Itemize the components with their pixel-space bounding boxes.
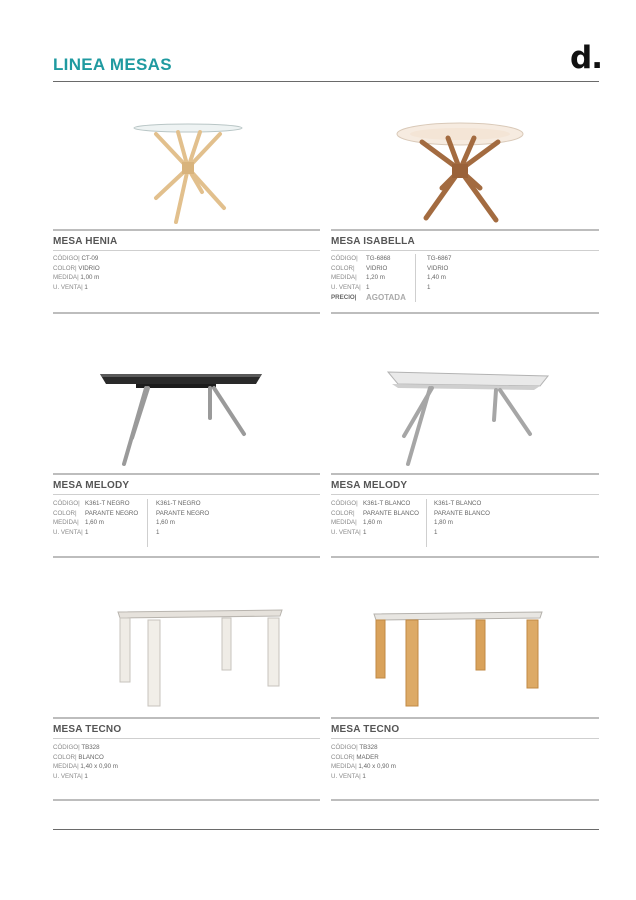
- melody-blanco-name-rule: [331, 494, 599, 495]
- spec-value: VIDRIO: [366, 264, 388, 272]
- henia-name-rule: [53, 250, 320, 251]
- spec-value: 1: [84, 284, 88, 292]
- spec-value: PARANTE BLANCO: [363, 509, 419, 517]
- spec-label: COLOR|: [331, 264, 355, 272]
- spec-row: [53, 743, 118, 753]
- spec-label: COLOR|: [53, 753, 77, 761]
- spec-value: K361-T NEGRO: [85, 500, 130, 507]
- spec-value: 1: [85, 529, 89, 537]
- spec-row: [53, 264, 100, 274]
- isabella-labels: [331, 254, 361, 302]
- spec-label: MEDIDA|: [53, 274, 79, 282]
- spec-label: CÓDIGO|: [331, 500, 358, 507]
- spec-value: TB328: [359, 744, 378, 751]
- tecno-mader-name-rule: [331, 738, 599, 739]
- melody-negro-column-divider: [147, 499, 148, 547]
- spec-label: U. VENTA|: [331, 284, 361, 292]
- mesa-henia-specs: [53, 254, 100, 293]
- melody-negro-labels: [53, 499, 83, 538]
- mesa-tecno-mader-image: [372, 608, 544, 710]
- spec-label: U. VENTA|: [331, 529, 361, 537]
- spec-value: 1,80 m: [434, 519, 453, 527]
- melody-negro-col1: [85, 499, 138, 538]
- isabella-col2: [427, 254, 451, 293]
- spec-value: K361-T NEGRO: [156, 500, 201, 507]
- spec-value: 1,40 x 0,90 m: [80, 763, 118, 771]
- melody-blanco-labels: [331, 499, 361, 538]
- melody-negro-top-rule: [53, 473, 320, 475]
- melody-blanco-column-divider: [426, 499, 427, 547]
- tecno-blanco-name-rule: [53, 738, 320, 739]
- spec-label: CÓDIGO|: [331, 744, 358, 751]
- mesa-melody-blanco-name: MESA MELODY: [331, 480, 408, 491]
- spec-value: 1: [362, 773, 366, 781]
- spec-label-precio: PRECIO|: [331, 293, 357, 301]
- spec-value: VIDRIO: [78, 264, 100, 272]
- spec-label: U. VENTA|: [331, 773, 361, 781]
- spec-value: TG-6868: [366, 255, 391, 262]
- spec-row: [331, 772, 396, 782]
- spec-label: MEDIDA|: [331, 519, 357, 527]
- mesa-melody-negro-name: MESA MELODY: [53, 480, 130, 491]
- spec-value: 1: [363, 529, 367, 537]
- spec-label: MEDIDA|: [53, 519, 79, 527]
- spec-label: CÓDIGO|: [53, 500, 80, 507]
- spec-label: COLOR|: [53, 509, 77, 517]
- spec-row: [53, 753, 118, 763]
- mesa-tecno-blanco-image: [114, 606, 284, 710]
- spec-label: U. VENTA|: [53, 773, 83, 781]
- spec-value: 1: [156, 529, 160, 537]
- mesa-tecno-blanco-specs: [53, 743, 118, 782]
- spec-value: BLANCO: [78, 753, 104, 761]
- henia-top-rule: [53, 229, 320, 231]
- spec-value: 1: [434, 529, 438, 537]
- mesa-henia-name: MESA HENIA: [53, 236, 118, 247]
- isabella-column-divider: [415, 254, 416, 302]
- henia-bottom-rule: [53, 312, 320, 314]
- spec-value: MADER: [356, 753, 379, 761]
- spec-value: K361-T BLANCO: [434, 500, 482, 507]
- spec-value: VIDRIO: [427, 264, 449, 272]
- spec-row: [53, 762, 118, 772]
- melody-negro-bottom-rule: [53, 556, 320, 558]
- spec-label: COLOR|: [53, 264, 77, 272]
- spec-value: TB328: [81, 744, 100, 751]
- page-title: LINEA MESAS: [53, 55, 172, 74]
- spec-value: PARANTE NEGRO: [85, 509, 139, 517]
- mesa-isabella-name: MESA ISABELLA: [331, 236, 415, 247]
- spec-value: PARANTE BLANCO: [434, 509, 490, 517]
- spec-row: [331, 762, 396, 772]
- header-divider: [53, 81, 599, 82]
- melody-blanco-col1: [363, 499, 419, 538]
- tecno-blanco-bottom-rule: [53, 799, 320, 801]
- spec-value: 1: [84, 773, 88, 781]
- spec-value: PARANTE NEGRO: [156, 509, 210, 517]
- spec-label: COLOR|: [331, 753, 355, 761]
- spec-label: CÓDIGO|: [331, 255, 358, 262]
- spec-value: 1,40 m: [427, 274, 446, 282]
- spec-row: [53, 283, 100, 293]
- spec-row: [53, 254, 100, 264]
- mesa-tecno-mader-specs: [331, 743, 396, 782]
- spec-value: 1: [366, 284, 370, 292]
- spec-value: K361-T BLANCO: [363, 500, 411, 507]
- spec-row: [331, 753, 396, 763]
- agotada-label: AGOTADA: [366, 292, 406, 302]
- spec-value: CT-09: [81, 255, 99, 262]
- brand-logo: d.: [570, 40, 602, 76]
- isabella-bottom-rule: [331, 312, 599, 314]
- mesa-tecno-mader-name: MESA TECNO: [331, 724, 400, 735]
- spec-label: MEDIDA|: [53, 763, 79, 771]
- isabella-col1: [366, 254, 406, 302]
- footer-divider: [53, 829, 599, 830]
- isabella-name-rule: [331, 250, 599, 251]
- spec-value: 1: [427, 284, 431, 292]
- spec-label: CÓDIGO|: [53, 255, 80, 262]
- spec-row: [53, 772, 118, 782]
- spec-value: TG-6867: [427, 255, 452, 262]
- spec-row: [53, 273, 100, 283]
- spec-label: MEDIDA|: [331, 763, 357, 771]
- mesa-tecno-blanco-name: MESA TECNO: [53, 724, 122, 735]
- melody-blanco-bottom-rule: [331, 556, 599, 558]
- tecno-blanco-top-rule: [53, 717, 320, 719]
- melody-negro-name-rule: [53, 494, 320, 495]
- isabella-top-rule: [331, 229, 599, 231]
- mesa-isabella-image: [392, 118, 528, 228]
- melody-blanco-top-rule: [331, 473, 599, 475]
- spec-value: 1,20 m: [366, 274, 385, 282]
- tecno-mader-top-rule: [331, 717, 599, 719]
- mesa-henia-image: [128, 118, 248, 228]
- spec-label: CÓDIGO|: [53, 744, 80, 751]
- spec-value: 1,00 m: [80, 274, 100, 282]
- spec-label: U. VENTA|: [53, 284, 83, 292]
- spec-value: 1,40 x 0,90 m: [358, 763, 396, 771]
- spec-value: 1,60 m: [363, 519, 382, 527]
- mesa-melody-negro-image: [96, 362, 266, 470]
- tecno-mader-bottom-rule: [331, 799, 599, 801]
- spec-value: 1,60 m: [85, 519, 104, 527]
- mesa-melody-blanco-image: [384, 362, 552, 470]
- spec-label: MEDIDA|: [331, 274, 357, 282]
- spec-label: COLOR|: [331, 509, 355, 517]
- spec-value: 1,60 m: [156, 519, 175, 527]
- melody-negro-col2: [156, 499, 209, 538]
- spec-row: [331, 743, 396, 753]
- spec-label: U. VENTA|: [53, 529, 83, 537]
- melody-blanco-col2: [434, 499, 490, 538]
